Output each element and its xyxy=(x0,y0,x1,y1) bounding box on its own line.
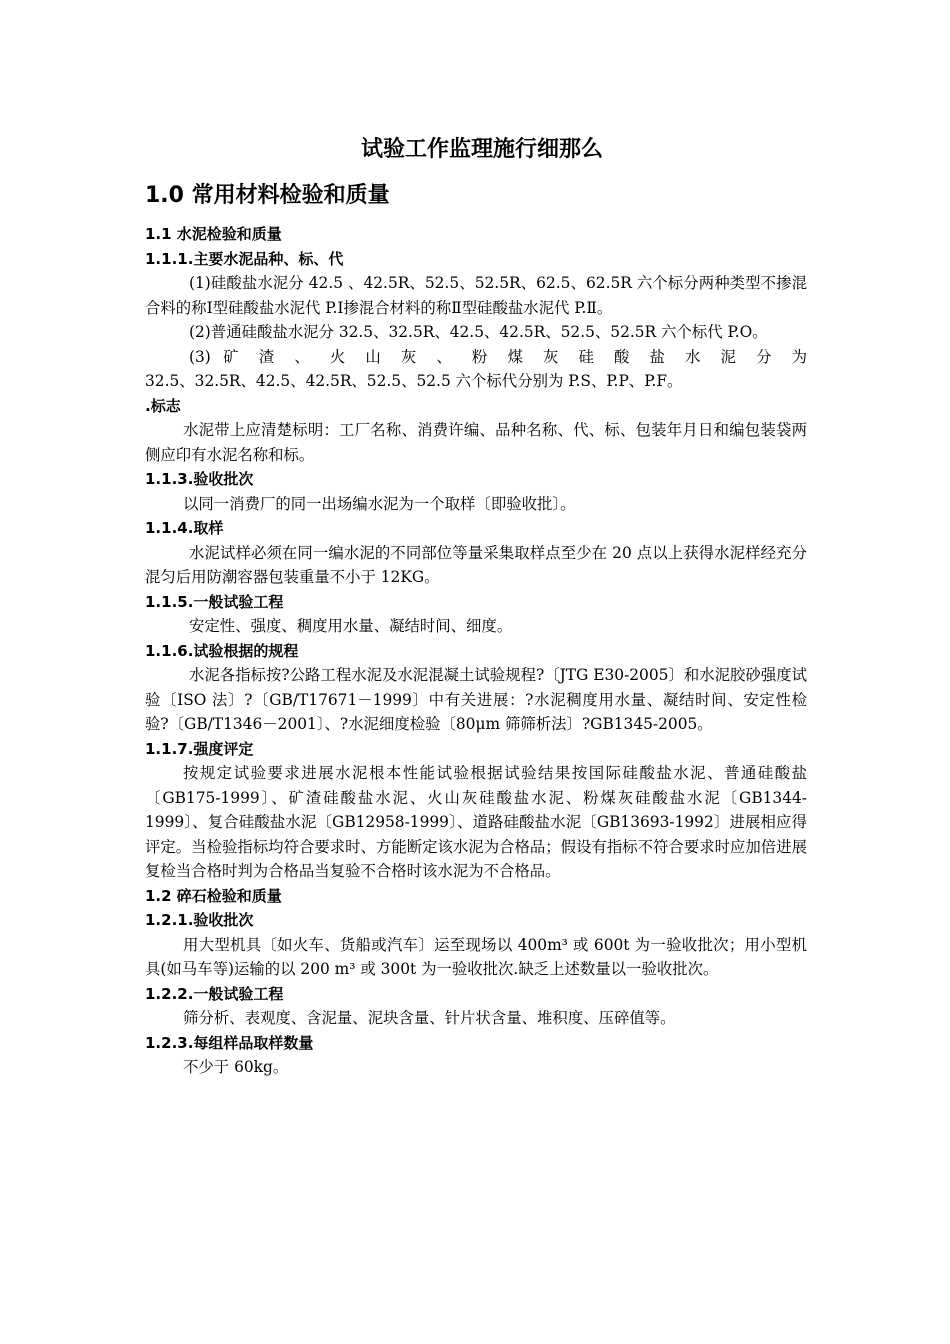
heading-mark: .标志 xyxy=(145,396,181,415)
paragraph-cement-type-3-line2: 32.5、32.5R、42.5、42.5R、52.5、52.5 六个标代分别为 P.S、P.P、P.F。 xyxy=(145,372,683,390)
heading-1-2-1: 1.2.1.验收批次 xyxy=(145,911,254,929)
heading-1-2-3: 1.2.3.每组样品取样数量 xyxy=(145,1033,314,1052)
paragraph-1-2-3: 不少于 60kg。 xyxy=(183,1058,289,1076)
heading-1-1-5: 1.1.5.一般试验工程 xyxy=(145,592,284,611)
section-heading-1-0: 1.0 常用材料检验和质量 xyxy=(145,183,390,208)
paragraph-1-1-5: 安定性、强度、稠度用水量、凝结时间、细度。 xyxy=(189,617,513,635)
paragraph-1-1-3: 以同一消费厂的同一出场编水泥为一个取样〔即验收批〕。 xyxy=(183,494,576,513)
heading-1-1-3: 1.1.3.验收批次 xyxy=(145,470,254,488)
paragraph-cement-type-3-line1: (3) 矿 渣 、 火 山 灰 、 粉 煤 灰 硅 酸 盐 水 泥 分 为 xyxy=(189,347,807,366)
document-body xyxy=(145,130,807,1080)
paragraph-1-1-7: 按规定试验要求进展水泥根本性能试验根据试验结果按国际硅酸盐水泥、普通硅酸盐〔GB175-1999〕、矿渣硅酸盐水泥、火山灰硅酸盐水泥、粉煤灰硅酸盐水泥〔GB1344-1999〕、复合硅酸盐水泥〔GB12958-1999〕、道路硅酸盐水泥〔GB13693-1992〕进展相应得评定。当检验指标均符合要求时、方能断定该水泥为合格品；假设有指标不符合要求时应加倍进展复检当合格时判为合格品当复验不合格时该水泥为不合格品。 xyxy=(145,764,807,880)
heading-1-2-2: 1.2.2.一般试验工程 xyxy=(145,984,284,1003)
paragraph-1-1-4: 水泥试样必须在同一编水泥的不同部位等量采集取样点至少在 20 点以上获得水泥样经充分混匀后用防潮容器包装重量不小于 12KG。 xyxy=(145,543,807,586)
heading-1-1-4: 1.1.4.取样 xyxy=(145,519,224,537)
document-title: 试验工作监理施行细那么 xyxy=(360,137,603,162)
heading-1-1-7: 1.1.7.强度评定 xyxy=(145,739,254,758)
heading-1-1: 1.1 水泥检验和质量 xyxy=(145,225,282,243)
paragraph-cement-type-2: (2)普通硅酸盐水泥分 32.5、32.5R、42.5、42.5R、52.5、52.5R 六个标代 P.O。 xyxy=(189,323,768,341)
heading-1-1-1: 1.1.1.主要水泥品种、标、代 xyxy=(145,249,344,268)
paragraph-1-2-1: 用大型机具〔如火车、货船或汽车〕运至现场以 400m³ 或 600t 为一验收批次；用小型机具(如马车等)运输的以 200 m³ 或 300t 为一验收批次.缺乏上述数量以一验收批次。 xyxy=(145,935,807,978)
paragraph-cement-type-1: (1)硅酸盐水泥分 42.5 、42.5R、52.5、52.5R、62.5、62.5R 六个标分两种类型不掺混合料的称Ⅰ型硅酸盐水泥代 P.Ⅰ掺混合材料的称Ⅱ型硅酸盐水泥代 P.Ⅱ。 xyxy=(145,274,807,317)
heading-1-2: 1.2 碎石检验和质量 xyxy=(145,886,282,905)
paragraph-1-2-2: 筛分析、表观度、含泥量、泥块含量、针片状含量、堆积度、压碎值等。 xyxy=(183,1009,676,1027)
paragraph-mark: 水泥带上应清楚标明：工厂名称、消费许编、品种名称、代、标、包装年月日和编包装袋两侧应印有水泥名称和标。 xyxy=(145,421,807,464)
paragraph-1-1-6: 水泥各指标按?公路工程水泥及水泥混凝土试验规程?〔JTG E30-2005〕和水泥胶砂强度试验〔ISO 法〕?〔GB/T17671－1999〕中有关进展：?水泥稠度用水量、凝结时间、安定性检验?〔GB/T1346－2001〕、?水泥细度检验〔80μm 筛筛析法〕?GB1345-2005。 xyxy=(145,666,807,733)
heading-1-1-6: 1.1.6.试验根据的规程 xyxy=(145,641,299,660)
